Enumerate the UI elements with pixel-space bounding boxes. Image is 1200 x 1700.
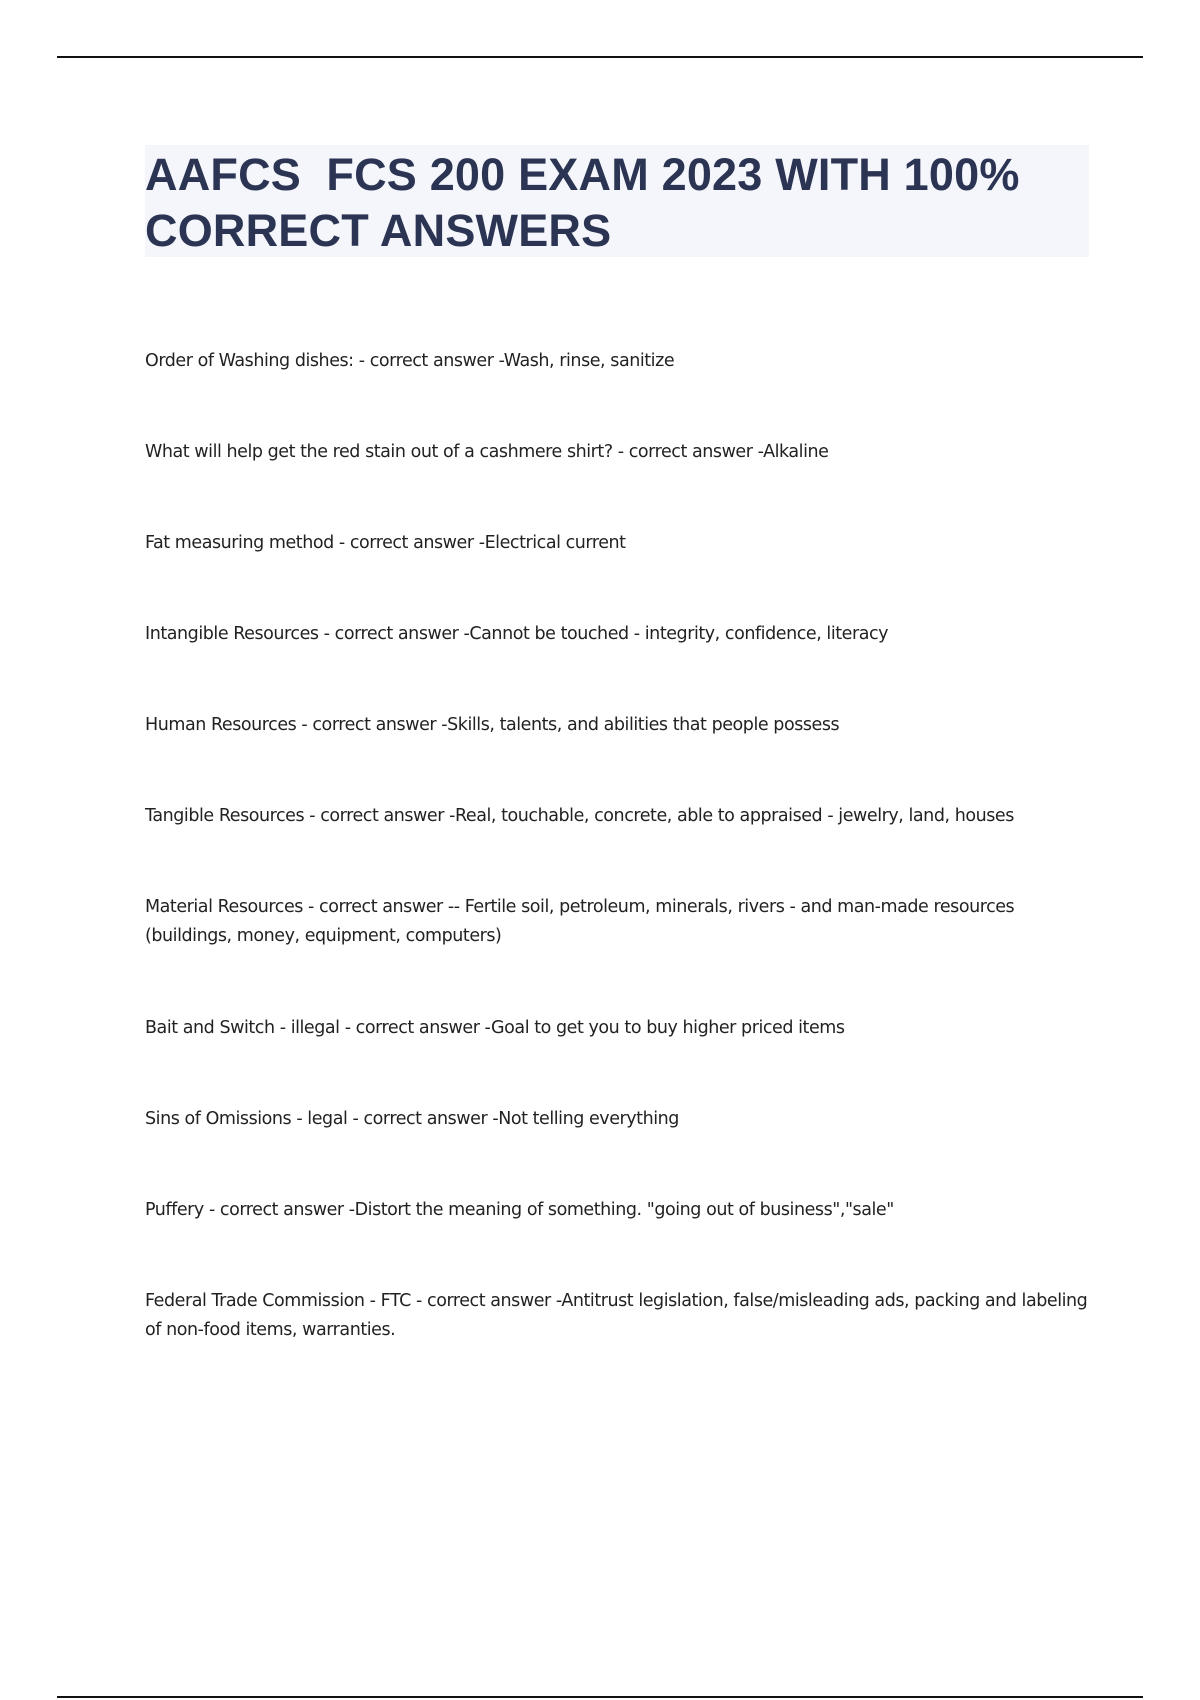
header-rule (57, 56, 1143, 58)
qa-item-tangible-resources: Tangible Resources - correct answer -Real, touchable, concrete, able to appraised - jewelry, land, houses (145, 806, 1014, 826)
document-title: AAFCS FCS 200 EXAM 2023 WITH 100% CORRECT ANSWERS (145, 149, 1033, 256)
qa-item-puffery: Puffery - correct answer -Distort the meaning of something. "going out of business","sale" (145, 1200, 894, 1220)
qa-item-sins-of-omissions: Sins of Omissions - legal - correct answer -Not telling everything (145, 1109, 679, 1129)
qa-item-fat-measuring: Fat measuring method - correct answer -Electrical current (145, 533, 626, 553)
qa-item-human-resources: Human Resources - correct answer -Skills, talents, and abilities that people possess (145, 715, 840, 735)
title-banner (145, 145, 1089, 257)
footer-rule (57, 1696, 1143, 1698)
qa-item-red-stain: What will help get the red stain out of a cashmere shirt? - correct answer -Alkaline (145, 442, 829, 462)
qa-item-federal-trade-commission: Federal Trade Commission - FTC - correct answer -Antitrust legislation, false/misleading ads, packing and labeling of non-food items, warranties. (145, 1291, 1088, 1340)
qa-item-bait-and-switch: Bait and Switch - illegal - correct answer -Goal to get you to buy higher priced items (145, 1018, 845, 1038)
qa-item-intangible-resources: Intangible Resources - correct answer -Cannot be touched - integrity, confidence, literacy (145, 624, 889, 644)
qa-item-material-resources: Material Resources - correct answer -- Fertile soil, petroleum, minerals, rivers - and man-made resources (buildings, money, equipment, computers) (145, 897, 1015, 946)
qa-item-washing-dishes: Order of Washing dishes: - correct answer -Wash, rinse, sanitize (145, 351, 675, 371)
